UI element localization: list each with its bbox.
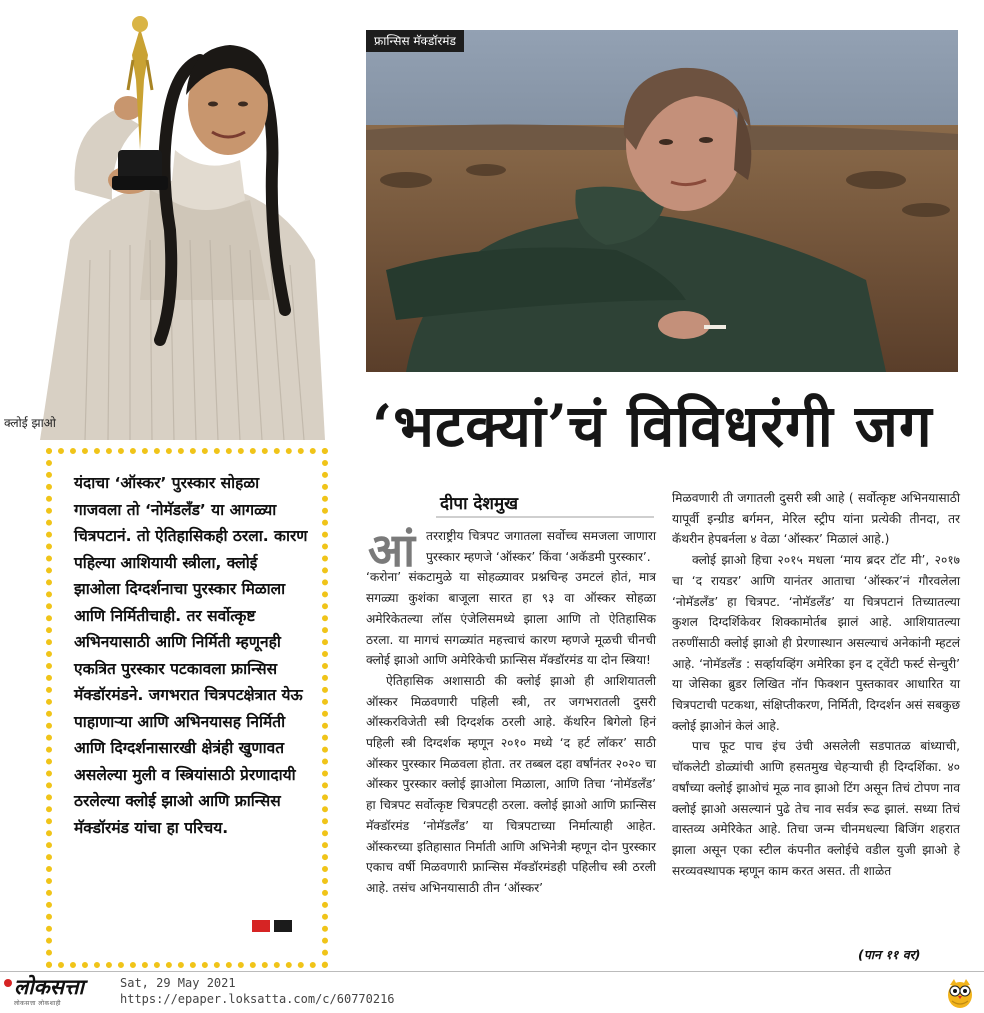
film-still-photo bbox=[366, 30, 958, 372]
article-paragraph: ‘करोना’ संकटामुळे या सोहळ्यावर प्रश्नचिन्ह उमटलं होतं, मात्र सगळ्या कुशंका बाजूला सारत हा ९३ वा ऑस्कर सोहळा अमेरिकेतल्या लॉस एंजेलिसमध्ये झाला आणि तो ऐतिहासिक ठरला. या मागचं सगळ्यांत महत्त्वाचं कारण म्हणजे मूळची चीनची क्लोई झाओ आणि अमेरिकेची फ्रान्सिस मॅक्डॉरमंड या दोन स्त्रिया! bbox=[366, 570, 656, 668]
byline: दीपा देशमुख bbox=[440, 494, 519, 514]
article-paragraph: पाच फूट पाच इंच उंची असलेली सडपातळ बांध्याची, चॉकलेटी डोळ्यांची आणि हसतमुख चेहऱ्याची ही दिग्दर्शिका. ४० वर्षांच्या क्लोई झाओचं मूळ नाव झाओ टिंग असून तिचं टोपण नाव क्लोई झाओ असल्यानं पुढे तेच नाव सर्वत्र रूढ झालं. सध्या तिचं वास्तव्य अमेरिकेत आहे. तिचा जन्म चीनमधल्या बिजिंग शहरात झाला असून एका स्टील कंपनीत क्लोईचे वडील युजी झाओ हे सरव्यवस्थापक म्हणून काम करत असत. ती शाळेत bbox=[672, 739, 960, 878]
intro-text: यंदाचा ‘ऑस्कर’ पुरस्कार सोहळा गाजवला तो ‘नोमॅडलँड’ या आगळ्या चित्रपटानं. तो ऐतिहासिकही ठरला. कारण पहिल्या आशियायी स्त्रीला, क्लोई झाओला दिग्दर्शनाचा पुरस्कार मिळाला आणि निर्मितीचाही. तर सर्वोत्कृष्ट अभिनयासाठी आणि निर्मिती म्हणूनही एकत्रित पुरस्कार पटकावला फ्रान्सिस मॅक्डॉरमंडने. जगभरात चित्रपटक्षेत्रात येऊ पाहाणाऱ्या आणि अभिनयासह निर्मिती आणि दिग्दर्शनासारखी क्षेत्रंही खुणावत असलेल्या मुली व स्त्रियांसाठी प्रेरणादायी ठरलेल्या क्लोई झाओ आणि फ्रान्सिस मॅक्डॉरमंड यांचा हा परिचय. bbox=[74, 474, 308, 837]
portrait-caption: क्लोई झाओ bbox=[4, 416, 56, 430]
end-mark-red-block bbox=[252, 920, 270, 932]
brand-logo[interactable] bbox=[4, 975, 114, 1009]
brand-dot-icon bbox=[4, 979, 12, 987]
footer-rule bbox=[0, 971, 984, 972]
drop-cap: आं bbox=[368, 523, 416, 577]
owl-mascot-icon[interactable] bbox=[944, 977, 976, 1009]
article-headline: ‘भटक्यां’चं विविधरंगी जग bbox=[372, 392, 933, 460]
article-paragraph: ऐतिहासिक अशासाठी की क्लोई झाओ ही आशियातली ऑस्कर मिळवणारी पहिली स्त्री, तर जगभरातली दुसरी ऑस्करविजेती स्त्री दिग्दर्शक ठरली आहे. कॅथरिन बिगेलो हिनं पहिली स्त्री दिग्दर्शक म्हणून २०१० मध्ये ‘द हर्ट लॉकर’ साठी ऑस्कर पुरस्कार मिळवला होता. तर तब्बल दहा वर्षांनंतर २०२० चा ऑस्कर पुरस्कार क्लोई झाओला मिळाला, आणि तिचा ‘नोमॅडलँड’ हा चित्रपट सर्वोत्कृष्ट चित्रपटही ठरला. क्लोई झाओ आणि फ्रान्सिस मॅक्डॉरमंड ‘नोमॅडलँड’ या चित्रपटाच्या निर्मात्याही आहेत. ऑस्करच्या इतिहासात निर्माती आणि अभिनेत्री म्हणून दोन पुरस्कार एकाच वर्षी मिळवणारी फ्रान्सिस मॅक्डॉरमंडही पहिलीच स्त्री ठरली आहे. तसंच अभिनयासाठी तीन ‘ऑस्कर’ bbox=[366, 673, 656, 895]
brand-tagline: लोकसत्ता लोकशाही bbox=[14, 1000, 61, 1007]
end-mark bbox=[252, 920, 292, 932]
article-column-2 bbox=[672, 488, 960, 881]
article-paragraph: क्लोई झाओ हिचा २०१५ मधला ‘माय ब्रदर टॉट मी’, २०१७ चा ‘द रायडर’ आणि यानंतर आताचा ‘ऑस्कर’नं गौरवलेला ‘नोमॅडलँड’ हा चित्रपट. ‘नोमॅडलँड’ या चित्रपटानं तिच्यातल्या कुशल दिग्दर्शिकेवर शिक्कामोर्तब झालं आहे. आशियातल्या तरुणींसाठी क्लोई झाओ ही प्रेरणास्थान असल्याचं अनेकांनी म्हटलं आहे. ‘नोमॅडलँड : सर्व्हायव्हिंग अमेरिका इन द ट्वेंटी फर्स्ट सेन्चुरी’ या जेसिका ब्रुडर लिखित नॉन फिक्शन पुस्तकावर आधारित या चित्रपटाची पटकथा, संक्षिप्तीकरण, निर्मिती, दिग्दर्शन असं सबकुछ क्लोई झाओनं केलं आहे. bbox=[672, 553, 960, 733]
portrait-photo bbox=[0, 0, 330, 440]
continued-on-page-note: (पान ११ वर) bbox=[858, 947, 921, 962]
article-column-1 bbox=[366, 526, 656, 899]
film-still-caption-tag: फ्रान्सिस मॅक्डॉरमंड bbox=[366, 30, 464, 52]
edition-url-link[interactable]: https://epaper.loksatta.com/c/60770216 bbox=[120, 992, 395, 1006]
intro-box bbox=[46, 448, 328, 968]
portrait-illustration bbox=[0, 0, 330, 440]
byline-rule bbox=[436, 516, 654, 518]
film-still-illustration bbox=[366, 30, 958, 372]
edition-date: Sat, 29 May 2021 bbox=[120, 976, 236, 990]
brand-name: लोकसत्ता bbox=[14, 974, 84, 999]
article-paragraph: मिळवणारी ती जगातली दुसरी स्त्री आहे ( सर्वोत्कृष्ट अभिनयासाठी यापूर्वी इन्ग्रीड बर्गमन, मेरिल स्ट्रीप यांना प्रत्येकी तीनदा, तर कॅथरीन हेपबर्नला ४ वेळा ‘ऑस्कर’ मिळालं आहे.) bbox=[672, 491, 960, 547]
article-lead-paragraph: तरराष्ट्रीय चित्रपट जगातला सर्वोच्च समजला जाणारा पुरस्कार म्हणजे ‘ऑस्कर’ किंवा ‘अकॅडमी पुरस्कार’. bbox=[426, 529, 656, 564]
end-mark-black-block bbox=[274, 920, 292, 932]
